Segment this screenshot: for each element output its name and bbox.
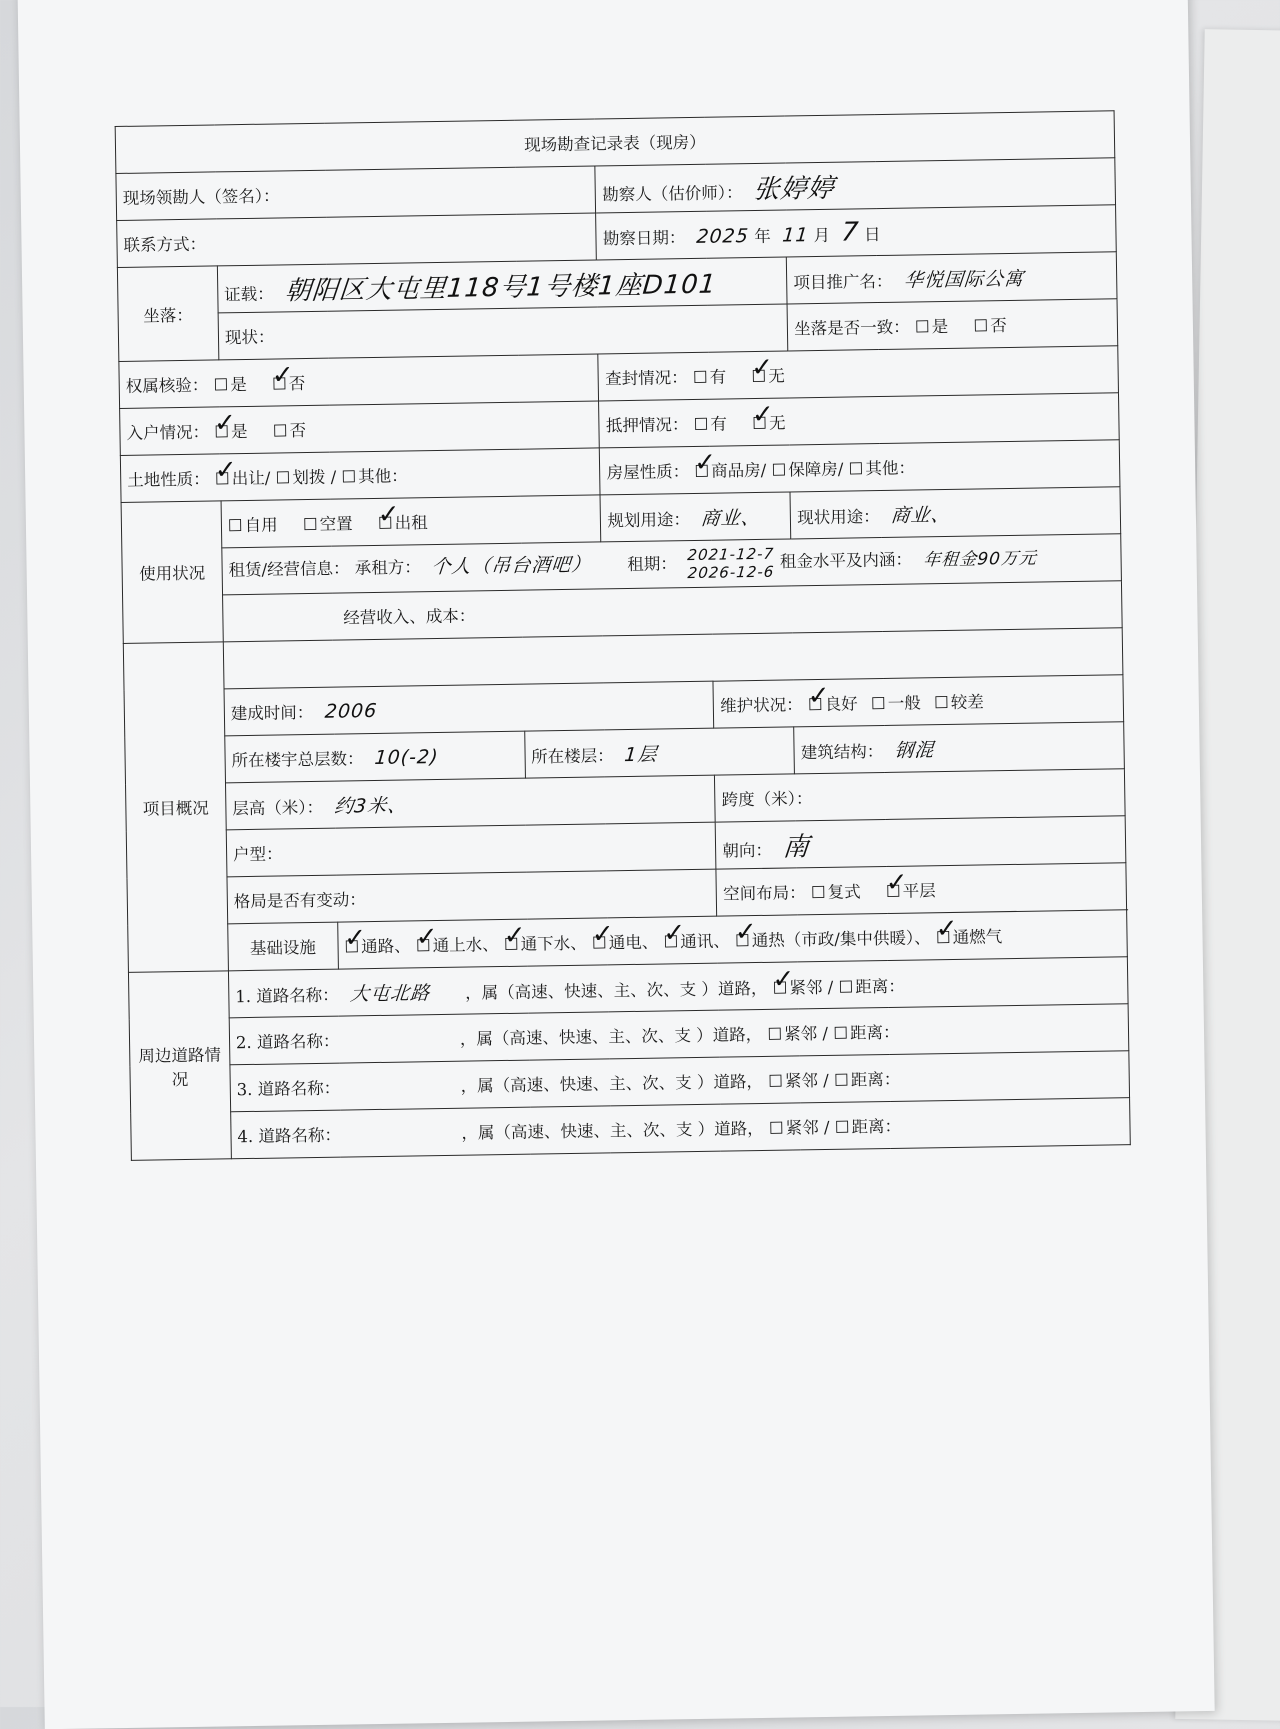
- promo-name-cell[interactable]: [787, 252, 1117, 304]
- orientation-cell[interactable]: [716, 816, 1126, 869]
- usage-category: 使用状况: [121, 501, 223, 644]
- floor-height-value: 约3米、: [333, 793, 409, 818]
- form-title: 现场勘查记录表（现房）: [115, 111, 1115, 174]
- road-slash: /: [822, 977, 839, 997]
- current-use-cell[interactable]: [790, 487, 1120, 539]
- infra-road-label: 通路、: [360, 936, 411, 957]
- maintenance-poor-label: 较差: [950, 692, 984, 712]
- survey-month: 11: [781, 224, 810, 247]
- seizure-cell: [598, 346, 1118, 401]
- seizure-none-label: 无: [768, 366, 785, 386]
- road-name-label: 3. 道路名称：: [236, 1078, 341, 1100]
- unit-type-cell[interactable]: [226, 822, 716, 877]
- floor-height-label: 层高（米）：: [232, 797, 324, 818]
- contact-label: 联系方式：: [123, 234, 207, 255]
- road-adjacent-checkbox[interactable]: ☐: [767, 1024, 783, 1044]
- road-name-value: [346, 1092, 456, 1094]
- lease-term-end: 2026-12-6: [687, 562, 776, 583]
- span-label: 跨度（米）：: [721, 789, 813, 810]
- land-transfer-checkbox[interactable]: ☐ ✓: [215, 469, 230, 488]
- structure-cell[interactable]: [794, 722, 1124, 774]
- maintenance-fair-label: 一般: [887, 693, 921, 713]
- commercial-house-checkbox[interactable]: ☐ ✓: [694, 462, 709, 481]
- other-house-label: 其他：: [865, 458, 916, 479]
- total-floors-cell[interactable]: [225, 731, 525, 783]
- ownership-no-label: 否: [288, 374, 306, 394]
- commercial-house-label: 商品房/: [711, 460, 767, 481]
- road-name-value: 大屯北路: [348, 981, 431, 1005]
- road-slash: /: [817, 1023, 834, 1044]
- flat-checkbox[interactable]: ☐ ✓: [886, 882, 901, 901]
- road-adjacent-checkbox[interactable]: ☐: [767, 1071, 784, 1091]
- floor-height-cell[interactable]: [225, 775, 715, 830]
- layout-change-cell[interactable]: [227, 869, 717, 924]
- rent-level-label: 租金水平及内涵：: [779, 550, 913, 572]
- land-allocation-label: 划拨 /: [292, 467, 337, 488]
- total-floors-value: 10(-2): [373, 745, 440, 770]
- rent-level-value: 年租金90万元: [922, 548, 1038, 570]
- road-class-text: ，属（高速、快速、主、次、支 ）道路，: [460, 1071, 764, 1096]
- current-use-label: 现状用途：: [796, 506, 880, 527]
- structure-value: 钢混: [893, 738, 936, 762]
- infra-gas-label: 通燃气: [952, 927, 1003, 947]
- location-consistent-label: 坐落是否一致：: [794, 317, 910, 339]
- self-use-label: 自用: [244, 515, 278, 536]
- contact-cell[interactable]: [117, 213, 597, 268]
- space-layout-cell: [716, 863, 1126, 916]
- unit-type-label: 户型：: [232, 844, 283, 865]
- maintenance-cell: [713, 675, 1123, 728]
- seizure-have-label: 有: [709, 367, 727, 387]
- infra-heating-checkbox[interactable]: ☐ ✓: [735, 931, 750, 950]
- lease-term-values: [682, 545, 775, 582]
- entry-yes-checkbox[interactable]: ☐ ✓: [214, 422, 229, 441]
- road-name-label: 1. 道路名称：: [235, 985, 339, 1006]
- surveyor-label: 勘察人（估价师）：: [602, 182, 743, 204]
- land-transfer-label: 出让/: [231, 468, 271, 489]
- maintenance-good-label: 良好: [824, 694, 858, 714]
- planned-use-value: 商业、: [699, 506, 762, 530]
- ownership-label: 权属核验：: [125, 375, 209, 396]
- self-use-checkbox[interactable]: ☐: [227, 516, 243, 536]
- orientation-value: 南: [781, 831, 812, 863]
- lead-signature-cell[interactable]: [116, 166, 596, 221]
- road-name-label: 2. 道路名称：: [235, 1031, 340, 1053]
- ownership-no-checkbox[interactable]: ☐ ✓: [272, 374, 287, 393]
- duplex-checkbox[interactable]: ☐: [810, 882, 826, 903]
- built-year-value: 2006: [323, 699, 378, 723]
- road-adjacent-label: 紧邻: [789, 977, 823, 998]
- infra-drainage-checkbox[interactable]: ☐ ✓: [504, 935, 519, 954]
- cert-address-value: 朝阳区大屯里118号1号楼1座D101: [283, 269, 718, 306]
- road-adjacent-label: 紧邻: [784, 1071, 819, 1091]
- mortgage-have-label: 有: [710, 414, 728, 434]
- entry-no-label: 否: [289, 421, 307, 441]
- surveyor-cell[interactable]: [595, 158, 1115, 213]
- affordable-house-label: 保障房/: [788, 459, 844, 480]
- road-name-value: [345, 1045, 455, 1047]
- usage-status-cell: [221, 495, 601, 548]
- mortgage-none-checkbox[interactable]: ☐ ✓: [752, 414, 767, 433]
- road-adjacent-checkbox[interactable]: ☐: [768, 1118, 784, 1138]
- land-nature-cell: [120, 448, 600, 503]
- lease-term-label: 租期：: [627, 553, 677, 574]
- road-distance-checkbox[interactable]: ☐: [838, 977, 854, 997]
- land-other-label: 其他：: [358, 466, 408, 487]
- seizure-label: 查封情况：: [605, 368, 688, 389]
- road-adjacent-label: 紧邻: [785, 1118, 819, 1138]
- road-adjacent-label: 紧邻: [784, 1024, 818, 1044]
- vacant-label: 空置: [319, 514, 353, 534]
- day-unit: 日: [863, 224, 881, 245]
- total-floors-label: 所在楼宇总层数：: [231, 749, 364, 771]
- infra-heating-label: 通热（市政/集中供暖）、: [751, 928, 931, 951]
- rented-label: 出租: [394, 513, 428, 533]
- entry-no-checkbox[interactable]: ☐: [272, 421, 288, 441]
- road-name-label: 4. 道路名称：: [237, 1125, 342, 1147]
- road-distance-checkbox[interactable]: ☐: [834, 1117, 850, 1137]
- maintenance-label: 维护状况：: [720, 695, 803, 716]
- ownership-cell: [119, 354, 599, 409]
- infra-telecom-checkbox[interactable]: ☐ ✓: [663, 932, 678, 951]
- orientation-label: 朝向：: [722, 840, 773, 861]
- road-distance-label: 距离：: [851, 1116, 902, 1137]
- road-name-value: [346, 1139, 456, 1141]
- road-distance-checkbox[interactable]: ☐: [833, 1070, 849, 1090]
- floor-cell[interactable]: [524, 727, 794, 778]
- infra-power-checkbox[interactable]: ☐ ✓: [592, 933, 607, 952]
- infra-water-supply-checkbox[interactable]: ☐ ✓: [416, 936, 431, 955]
- survey-date-cell[interactable]: [596, 205, 1116, 260]
- road-distance-label: 距离：: [850, 1069, 901, 1090]
- survey-day: 7: [839, 217, 861, 248]
- mortgage-label: 抵押情况：: [605, 415, 689, 436]
- cert-address-label: 证载：: [224, 284, 274, 304]
- flat-label: 平层: [902, 881, 936, 901]
- infra-power-label: 通电、: [608, 932, 659, 953]
- survey-form-paper: [18, 0, 1215, 1729]
- maintenance-poor-checkbox[interactable]: ☐: [933, 692, 949, 713]
- consistent-yes-label: 是: [931, 316, 949, 337]
- rented-checkbox[interactable]: ☐ ✓: [378, 514, 393, 533]
- lease-term-start: 2021-12-7: [687, 544, 776, 565]
- road-class-text: ，属（高速、快速、主、次、支 ）道路，: [465, 978, 768, 1003]
- location-category: 坐落：: [117, 266, 218, 362]
- other-house-checkbox[interactable]: ☐: [848, 459, 864, 479]
- road-class-text: ，属（高速、快速、主、次、支 ）道路，: [459, 1024, 763, 1049]
- road-distance-label: 距离：: [855, 976, 905, 996]
- infra-water-supply-label: 通上水、: [432, 935, 499, 956]
- entry-cell: [120, 401, 600, 456]
- promo-name-label: 项目推广名：: [793, 271, 893, 292]
- ownership-yes-label: 是: [230, 374, 247, 395]
- roads-category: 周边道路情况: [128, 971, 231, 1161]
- year-unit: 年: [754, 226, 771, 246]
- survey-record-table: [115, 110, 1131, 1161]
- current-status-label: 现状：: [224, 327, 275, 348]
- road-distance-label: 距离：: [849, 1022, 900, 1043]
- income-cost-label: 经营收入、成本：: [343, 606, 476, 628]
- month-unit: 月: [813, 225, 831, 246]
- house-nature-label: 房屋性质：: [606, 462, 690, 483]
- infra-drainage-label: 通下水、: [520, 933, 587, 954]
- maintenance-good-checkbox[interactable]: ☐ ✓: [808, 695, 823, 714]
- consistent-no-label: 否: [990, 316, 1007, 336]
- entry-yes-label: 是: [230, 421, 248, 442]
- promo-name-value: 华悦国际公寓: [902, 267, 1025, 292]
- current-use-value: 商业、: [889, 503, 952, 527]
- road-class-text: ，属（高速、快速、主、次、支 ）道路，: [461, 1118, 764, 1143]
- survey-year: 2025: [695, 225, 751, 248]
- road-distance-checkbox[interactable]: ☐: [833, 1023, 849, 1043]
- mortgage-cell: [599, 393, 1119, 448]
- consistent-no-checkbox[interactable]: ☐: [973, 316, 989, 336]
- vacant-checkbox[interactable]: ☐: [302, 514, 318, 535]
- infra-telecom-label: 通讯、: [680, 931, 730, 952]
- survey-date-label: 勘察日期：: [602, 228, 686, 249]
- space-layout-label: 空间布局：: [722, 883, 806, 904]
- layout-change-label: 格局是否有变动：: [233, 890, 366, 912]
- road-slash: /: [818, 1117, 835, 1138]
- tenant-label: 承租方：: [354, 557, 421, 578]
- seizure-none-checkbox[interactable]: ☐ ✓: [751, 367, 766, 386]
- maintenance-fair-checkbox[interactable]: ☐: [870, 693, 886, 714]
- span-cell[interactable]: [715, 769, 1125, 822]
- infra-gas-checkbox[interactable]: ☐ ✓: [936, 928, 951, 947]
- infra-road-checkbox[interactable]: ☐ ✓: [344, 937, 359, 956]
- planned-use-label: 规划用途：: [607, 509, 691, 530]
- surveyor-signature: 张婷婷: [752, 173, 836, 205]
- road-slash: /: [817, 1070, 835, 1091]
- built-year-label: 建成时间：: [230, 702, 314, 724]
- location-consistent-cell: [787, 299, 1117, 351]
- project-overview-category: 项目概况: [123, 642, 228, 973]
- floor-value: 1层: [623, 743, 659, 766]
- ownership-yes-checkbox[interactable]: ☐: [213, 375, 229, 395]
- duplex-label: 复式: [827, 882, 861, 902]
- land-allocation-checkbox[interactable]: ☐: [275, 468, 291, 488]
- mortgage-have-checkbox[interactable]: ☐: [693, 414, 709, 434]
- land-other-checkbox[interactable]: ☐: [341, 467, 357, 487]
- lease-info-label: 租赁/经营信息：: [228, 558, 350, 580]
- built-year-cell[interactable]: [224, 681, 714, 736]
- entry-label: 入户情况：: [126, 422, 210, 443]
- house-nature-cell: [600, 440, 1120, 495]
- consistent-yes-checkbox[interactable]: ☐: [914, 317, 930, 337]
- seizure-have-checkbox[interactable]: ☐: [692, 367, 708, 387]
- infrastructure-category: 基础设施: [228, 922, 339, 971]
- structure-label: 建筑结构：: [800, 741, 884, 762]
- lead-signature-label: 现场领勘人（签名）：: [122, 186, 280, 208]
- road-adjacent-checkbox[interactable]: ☐ ✓: [773, 978, 788, 997]
- land-nature-label: 土地性质：: [127, 469, 210, 490]
- tenant-value: 个人（吊台酒吧）: [430, 553, 593, 578]
- mortgage-none-label: 无: [768, 413, 786, 433]
- floor-label: 所在楼层：: [531, 745, 614, 767]
- affordable-house-checkbox[interactable]: ☐: [771, 460, 787, 480]
- planned-use-cell[interactable]: [600, 492, 790, 542]
